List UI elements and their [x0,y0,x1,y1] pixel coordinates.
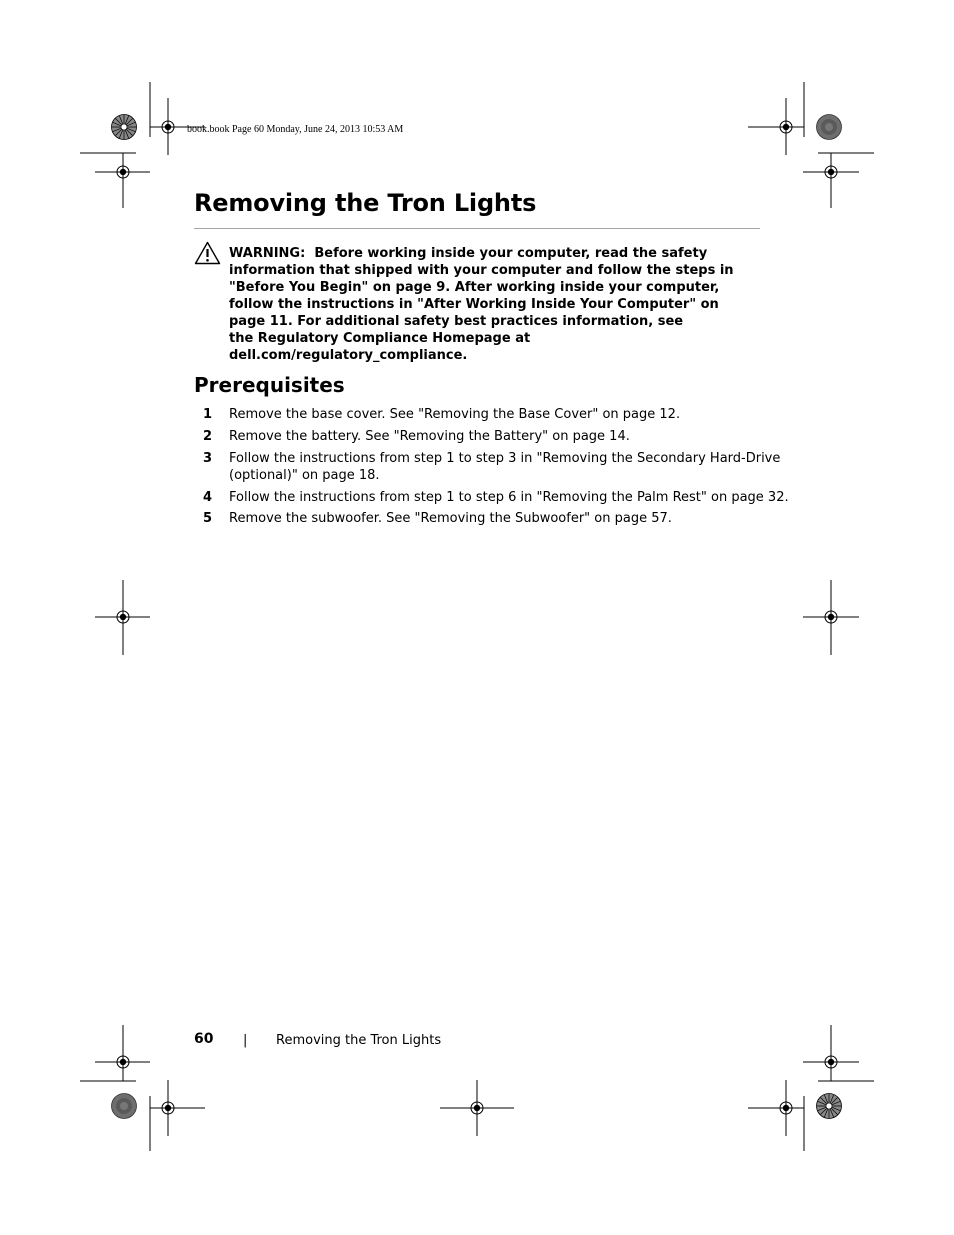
footer-section-title: Removing the Tron Lights [276,1033,442,1048]
page-number: 60 [194,1031,214,1047]
warning-line-2: information that shipped with your computer and follow the steps in [229,263,734,278]
prerequisites-heading: Prerequisites [194,373,345,397]
warning-icon [194,241,221,265]
warning-label: WARNING: [229,246,306,261]
title-rule [194,228,760,229]
warning-line-4: follow the instructions in "After Working Inside Your Computer" on [229,297,719,312]
warning-line-3: "Before You Begin" on page 9. After working inside your computer, [229,280,720,295]
warning-line-5: page 11. For additional safety best practices information, see [229,314,684,329]
page-title: Removing the Tron Lights [194,189,537,217]
warning-link[interactable]: dell.com/regulatory_compliance. [229,348,468,363]
printer-info: book.book Page 60 Monday, June 24, 2013 10:53 AM [187,124,404,135]
registration-star-mark [112,115,137,140]
warning-block [229,245,769,364]
warning-line-1: WARNING: Before working inside your computer, read the safety [229,246,708,261]
prerequisites-list: 1 Remove the base cover. See "Removing the Base Cover" on page 12. 2 Remove the battery. See "Removing the Battery" on page 14. 3 Follow the instructions from step 1 to step 3 in "Removing the Secondary Hard-Drive (optional)" on page 18. 4 Follow the instructions from step 1 to step 6 in "Removing the Palm Rest" on page 32. 5 Remove the subwoofer. See "Removing the Subwoofer" on page 57. [202,407,789,526]
footer-separator: | [243,1033,248,1048]
warning-line-6: the Regulatory Compliance Homepage at [229,331,531,346]
